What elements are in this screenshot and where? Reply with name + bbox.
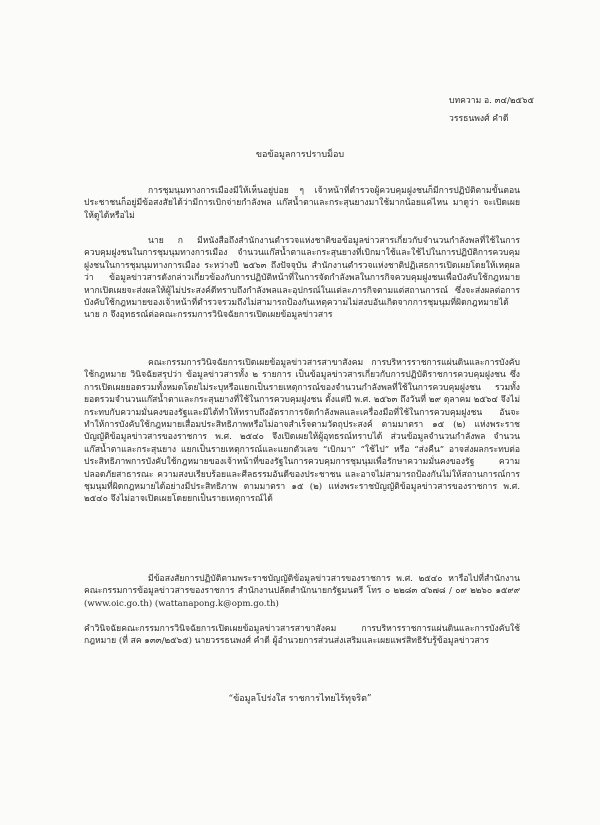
paragraph-text: คณะกรรมการวินิจฉัยการเปิดเผยข้อมูลข่าวสารสาขาสังคม การบริหารราชการแผ่นดินและการบังคับใช้กฎหมาย วินิจฉัยสรุปว่า ข้อมูลข่าวสารทั้ง ๒ รายการ เป็นข้อมูลข่าวสารเกี่ยวกับการปฏิบัติราชการควบคุมฝูงชน ซึ่งการเปิดเผยยอดรวมทั้งหมดโดยไม่ระบุหรือแยกเป็นรายเหตุการณ์ของจำนวนกำลังพลที่ใช้ในการควบคุมฝูงชน รวมทั้งยอดรวมจำนวนแก๊สน้ำตาและกระสุนยางที่ใช้ในการควบคุมฝูงชน ตั้งแต่ปี พ.ศ. ๒๕๖๓ ถึงวันที่ ๒๙ ตุลาคม ๒๕๖๔ จึงไม่กระทบกับความมั่นคงของรัฐและมิได้ทำให้ทราบถึงอัตราการจัดกำลังพลและเครื่องมือที่ใช้ในการควบคุมฝูงชน อันจะทำให้การบังคับใช้กฎหมายเสื่อมประสิทธิภาพหรือไม่อาจสำเร็จตามวัตถุประสงค์ ตามมาตรา ๑๕ (๒) แห่งพระราชบัญญัติข้อมูลข่าวสารของราชการ พ.ศ. ๒๕๔๐ จึงเปิดเผยให้ผู้อุทธรณ์ทราบได้ ส่วนข้อมูลจำนวนกำลังพล จำนวนแก๊สน้ำตาและกระสุนยาง แยกเป็นรายเหตุการณ์และแยกตัวเลข “เบิกมา” “ใช้ไป” หรือ “ส่งคืน” อาจส่งผลกระทบต่อประสิทธิภาพการบังคับใช้กฎหมายของเจ้าหน้าที่ของรัฐในการควบคุมการชุมนุมเพื่อรักษาความมั่นคงของรัฐ ความปลอดภัยสาธารณะ ความสงบเรียบร้อยและศีลธรรมอันดีของประชาชน และอาจไม่สามารถป้องกันไม่ให้สถานการณ์การชุมนุมที่ผิดกฎหมายได้อย่างมีประสิทธิภาพ ตามมาตรา ๑๕ (๒) แห่งพระราชบัญญัติข้อมูลข่าวสารของราชการ พ.ศ. ๒๕๔๐ จึงไม่อาจเปิดเผยโดยยกเป็นรายเหตุการณ์ได้: [84, 358, 520, 505]
header-reference: [449, 95, 534, 131]
paragraph-contact: [84, 573, 520, 610]
paragraph-text: มีข้อสงสัยการปฏิบัติตามพระราชบัญญัติข้อมูลข่าวสารของราชการ พ.ศ. ๒๕๔๐ หารือไปที่สำนักงานคณะกรรมการข้อมูลข่าวสารของราชการ สำนักงานปลัดสำนักนายกรัฐมนตรี โทร ๐ ๒๒๘๓ ๔๖๗๘ / ๐๙ ๒๒๖๐ ๑๕๙๙ (www.oic.go.th) (wattanapong.k@opm.go.th): [84, 574, 520, 609]
paragraph-source: [84, 623, 520, 648]
paragraph-ruling: [84, 357, 520, 506]
paragraph-text: คำวินิจฉัยคณะกรรมการวินิจฉัยการเปิดเผยข้อมูลข่าวสารสาขาสังคม การบริหารราชการแผ่นดินและการบังคับใช้กฎหมาย (ที่ สค ๑๓๓/๒๕๖๕) นายวรรธนพงศ์ คำดี ผู้อำนวยการส่วนส่งเสริมและเผยแพร่สิทธิรับรู้ข้อมูลข่าวสาร: [84, 624, 520, 647]
author-name: วรรธนพงศ์ คำดี: [449, 114, 509, 124]
paragraph-text: การชุมนุมทางการเมืองมีให้เห็นอยู่บ่อย ๆ เจ้าหน้าที่ตำรวจผู้ควบคุมฝูงชนก็มีการปฏิบัติตามขั้นตอน ประชาชนก็อยู่มีข้อสงสัยได้ว่ามีการเบิกจ่ายกำลังพล แก๊สน้ำตาและกระสุนยางมาใช้มากน้อยแค่ไหน มาดูว่า จะเปิดเผยให้ดูได้หรือไม่: [84, 186, 520, 221]
article-number: บทความ อ. ๓๔/๒๕๖๕: [449, 96, 534, 106]
slogan: “ข้อมูลโปร่งใส ราชการไทยไร้ทุจริต”: [228, 694, 372, 704]
paragraph-request: [84, 235, 520, 322]
paragraph-text: นาย ก มีหนังสือถึงสำนักงานตำรวจแห่งชาติขอข้อมูลข่าวสารเกี่ยวกับจำนวนกำลังพลที่ใช้ในการควบคุมฝูงชนในการชุมนุมทางการเมือง จำนวนแก๊สน้ำตาและกระสุนยางที่เบิกมาใช้และใช้ไปในการปฏิบัติการควบคุมฝูงชนในการชุมนุมทางการเมือง ระหว่างปี ๒๕๖๓ ถึงปัจจุบัน สำนักงานตำรวจแห่งชาติปฏิเสธการเปิดเผยโดยให้เหตุผลว่า ข้อมูลข่าวสารดังกล่าวเกี่ยวข้องกับการปฏิบัติหน้าที่ในการจัดกำลังพลในการกิจควบคุมฝูงชนเพื่อบังคับใช้กฎหมาย หากเปิดเผยจะส่งผลให้ผู้ไม่ประสงค์ดีทราบถึงกำลังพลและอุปกรณ์ในแต่ละภารกิจตามแต่สถานการณ์ ซึ่งจะส่งผลต่อการบังคับใช้กฎหมายของเจ้าหน้าที่ตำรวจรวมถึงไม่สามารถป้องกันเหตุความไม่สงบอันเกิดจากการชุมนุมที่ผิดกฎหมายได้ นาย ก จึงอุทธรณ์ต่อคณะกรรมการวินิจฉัยการเปิดเผยข้อมูลข่าวสาร: [84, 236, 520, 321]
document-title: ขอข้อมูลการปราบม็อบ: [255, 150, 345, 160]
paragraph-intro: [84, 185, 520, 222]
